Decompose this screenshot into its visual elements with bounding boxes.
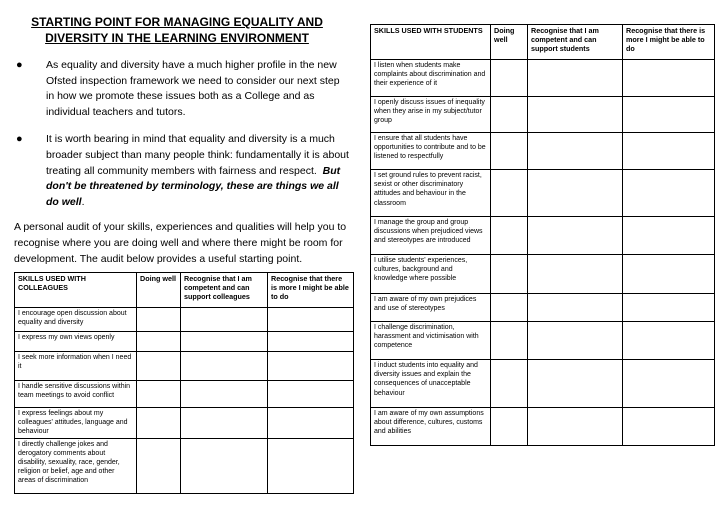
skill-cell: I express feelings about my colleagues' attitudes, language and behaviour [15, 408, 137, 439]
doing-well-cell[interactable] [137, 332, 181, 352]
more-to-do-cell[interactable] [623, 408, 715, 446]
table-row [371, 217, 715, 255]
more-to-do-cell[interactable] [623, 133, 715, 170]
skill-cell: I challenge discrimination, harassment and victimisation with competence [371, 322, 491, 360]
competent-cell[interactable] [528, 322, 623, 360]
doing-well-cell[interactable] [491, 97, 528, 133]
doing-well-cell[interactable] [491, 408, 528, 446]
skill-cell: I ensure that all students have opportunities to contribute and to be listened to respectfully [371, 133, 491, 170]
doing-well-cell[interactable] [137, 352, 181, 381]
header-more-to-do: Recognise that there is more I might be able to do [268, 273, 354, 308]
colleagues-table [14, 272, 354, 494]
bullet-emphasis: But don't be threatened by terminology, these are things we all do well [46, 164, 341, 208]
doing-well-cell[interactable] [491, 360, 528, 408]
more-to-do-cell[interactable] [623, 217, 715, 255]
table-row [371, 97, 715, 133]
doing-well-cell[interactable] [491, 255, 528, 294]
table-row [371, 133, 715, 170]
more-to-do-cell[interactable] [623, 322, 715, 360]
competent-cell[interactable] [528, 217, 623, 255]
competent-cell[interactable] [181, 438, 268, 493]
bullet-text: As equality and diversity have a much higher profile in the new Ofsted inspection framework we need to consider our next step in how we promote these issues both as a College and as individual teachers and tutors. [46, 59, 340, 118]
more-to-do-cell[interactable] [623, 60, 715, 97]
title-line-1: STARTING POINT FOR MANAGING EQUALITY AND [31, 15, 323, 29]
skill-cell: I am aware of my own prejudices and use of stereotypes [371, 294, 491, 322]
table-row [371, 255, 715, 294]
skill-cell: I express my own views openly [15, 332, 137, 352]
table-header-row [371, 25, 715, 60]
skill-cell: I listen when students make complaints about discrimination and their experience of it [371, 60, 491, 97]
doing-well-cell[interactable] [491, 133, 528, 170]
table-row [371, 60, 715, 97]
bullet-item-2 [14, 132, 354, 210]
header-competent: Recognise that I am competent and can support students [528, 25, 623, 60]
table-row [15, 381, 354, 408]
more-to-do-cell[interactable] [268, 381, 354, 408]
skill-cell: I handle sensitive discussions within team meetings to avoid conflict [15, 381, 137, 408]
bullet-item-1 [14, 58, 354, 120]
table-row [371, 294, 715, 322]
competent-cell[interactable] [528, 294, 623, 322]
doing-well-cell[interactable] [491, 60, 528, 97]
doing-well-cell[interactable] [137, 308, 181, 332]
table-row [371, 360, 715, 408]
bullet-list [14, 58, 354, 210]
skill-cell: I utilise students' experiences, cultures, background and knowledge where possible [371, 255, 491, 294]
table-row [15, 408, 354, 439]
doing-well-cell[interactable] [491, 217, 528, 255]
competent-cell[interactable] [528, 408, 623, 446]
header-doing-well: Doing well [137, 273, 181, 308]
table-header-row [15, 273, 354, 308]
more-to-do-cell[interactable] [623, 294, 715, 322]
page-title [16, 14, 338, 46]
header-skills: SKILLS USED WITH COLLEAGUES [15, 273, 137, 308]
competent-cell[interactable] [528, 255, 623, 294]
more-to-do-cell[interactable] [623, 360, 715, 408]
doing-well-cell[interactable] [137, 438, 181, 493]
bullet-dot-icon: ● [16, 59, 23, 71]
bullet-text-wrap [46, 132, 354, 210]
title-line-2: DIVERSITY IN THE LEARNING ENVIRONMENT [45, 31, 309, 45]
competent-cell[interactable] [528, 360, 623, 408]
bullet-text: It is worth bearing in mind that equality and diversity is a much broader subject than many people think: fundamentally it is about treating all community members with fairness and respect. [46, 133, 349, 177]
skill-cell: I directly challenge jokes and derogatory comments about disability, sexuality, race, gender, religion or belief, age and other areas of discrimination [15, 438, 137, 493]
competent-cell[interactable] [181, 308, 268, 332]
more-to-do-cell[interactable] [623, 170, 715, 217]
more-to-do-cell[interactable] [623, 255, 715, 294]
more-to-do-cell[interactable] [623, 97, 715, 133]
competent-cell[interactable] [181, 381, 268, 408]
skill-cell: I openly discuss issues of inequality when they arise in my subject/tutor group [371, 97, 491, 133]
table-row [15, 308, 354, 332]
header-more-to-do: Recognise that there is more I might be able to do [623, 25, 715, 60]
competent-cell[interactable] [181, 332, 268, 352]
skill-cell: I induct students into equality and diversity issues and explain the consequences of unacceptable behaviour [371, 360, 491, 408]
table-row [15, 438, 354, 493]
competent-cell[interactable] [528, 170, 623, 217]
table-row [15, 352, 354, 381]
skill-cell: I am aware of my own assumptions about difference, cultures, customs and abilities [371, 408, 491, 446]
skill-cell: I seek more information when I need it [15, 352, 137, 381]
header-skills: SKILLS USED WITH STUDENTS [371, 25, 491, 60]
header-doing-well: Doing well [491, 25, 528, 60]
competent-cell[interactable] [528, 60, 623, 97]
more-to-do-cell[interactable] [268, 352, 354, 381]
competent-cell[interactable] [181, 352, 268, 381]
students-table [370, 24, 715, 446]
more-to-do-cell[interactable] [268, 438, 354, 493]
doing-well-cell[interactable] [137, 408, 181, 439]
competent-cell[interactable] [528, 97, 623, 133]
bullet-end: . [81, 195, 85, 208]
doing-well-cell[interactable] [491, 170, 528, 217]
competent-cell[interactable] [181, 408, 268, 439]
doing-well-cell[interactable] [491, 322, 528, 360]
doing-well-cell[interactable] [491, 294, 528, 322]
more-to-do-cell[interactable] [268, 332, 354, 352]
table-row [371, 322, 715, 360]
table-row [371, 170, 715, 217]
skill-cell: I encourage open discussion about equality and diversity [15, 308, 137, 332]
skill-cell: I manage the group and group discussions when prejudiced views and stereotypes are introduced [371, 217, 491, 255]
competent-cell[interactable] [528, 133, 623, 170]
more-to-do-cell[interactable] [268, 408, 354, 439]
doing-well-cell[interactable] [137, 381, 181, 408]
skill-cell: I set ground rules to prevent racist, sexist or other discriminatory attitudes and behaviour in the classroom [371, 170, 491, 217]
header-competent: Recognise that I am competent and can support colleagues [181, 273, 268, 308]
table-row [371, 408, 715, 446]
left-column [14, 14, 354, 267]
bullet-dot-icon: ● [16, 133, 23, 146]
audit-paragraph: A personal audit of your skills, experiences and qualities will help you to recognise where you are doing well and where there might be room for development. The audit below provides a useful starting point. [14, 221, 347, 265]
more-to-do-cell[interactable] [268, 308, 354, 332]
table-row [15, 332, 354, 352]
